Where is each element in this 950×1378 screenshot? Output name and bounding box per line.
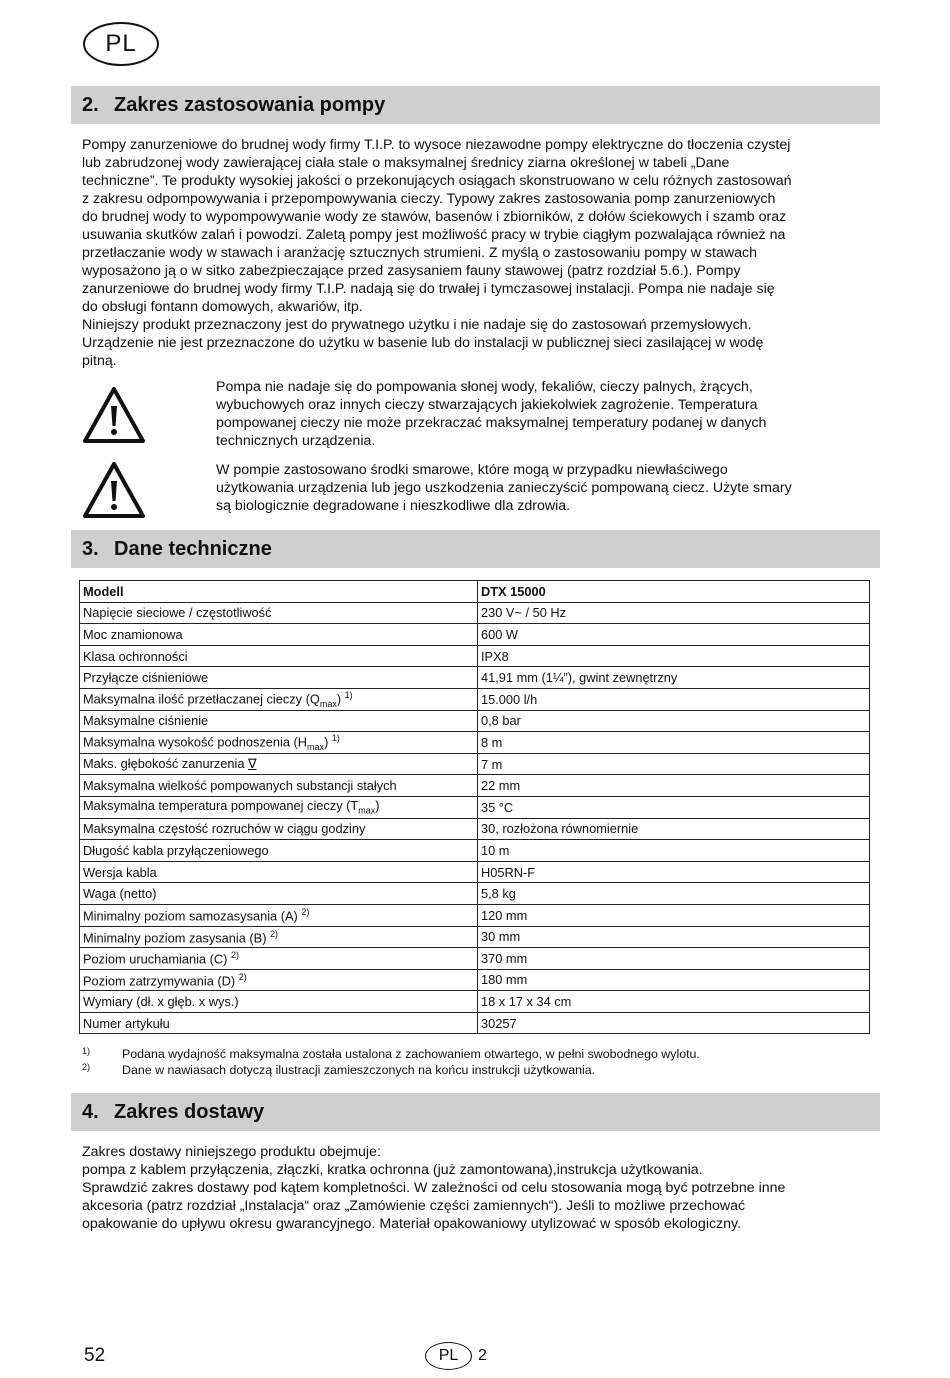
label-text: Waga (netto): [83, 886, 157, 902]
table-row: [80, 926, 870, 948]
section-3-number: 3.: [82, 537, 99, 560]
warning-text-1: [216, 378, 872, 450]
table-cell-label: [80, 775, 478, 797]
label-text: Maksymalna wielkość pompowanych substancji stałych: [83, 778, 397, 794]
footnote-reference: 2): [230, 950, 239, 961]
table-row: [80, 991, 870, 1013]
footnote-reference: 1): [331, 733, 340, 744]
table-row: [80, 602, 870, 624]
table-row: [80, 904, 870, 926]
text-line: są biologicznie degradowane i nieszkodliwe dla zdrowia.: [216, 498, 571, 514]
text-line: do obsługi fontann domowych, akwariów, itp.: [82, 299, 363, 315]
table-cell-label: [80, 1012, 478, 1034]
label-subscript: max: [358, 806, 376, 816]
table-cell-label: [80, 861, 478, 883]
section-4-body: [82, 1143, 872, 1233]
table-row: [80, 732, 870, 754]
table-row: [80, 624, 870, 646]
table-cell-value: 5,8 kg: [478, 883, 870, 905]
language-badge: PL: [83, 22, 159, 66]
text-line: techniczne”. Te produkty wysokiej jakości o przekonujących osiągach skonstruowano w celu różnych zastosowań: [82, 173, 792, 189]
footnote-reference: 2): [270, 928, 279, 939]
table-row: [80, 645, 870, 667]
section-3-title: Dane techniczne: [114, 537, 272, 560]
table-cell-label: [80, 840, 478, 862]
section-2-body: [82, 136, 872, 370]
text-line: akcesoria (patrz rozdział „Instalacja“ oraz „Zamówienie części zamiennych“). Jeśli to możliwe przechować: [82, 1198, 746, 1214]
footnote-text: Podana wydajność maksymalna została ustalona z zachowaniem otwartego, w pełni swobodnego wylotu.: [122, 1047, 700, 1061]
text-line: pitną.: [82, 353, 117, 369]
table-cell-value: 30, rozłożona równomiernie: [478, 818, 870, 840]
label-subscript: max: [319, 698, 337, 709]
label-text: Maks. głębokość zanurzenia: [83, 756, 245, 772]
table-cell-label: [80, 732, 478, 754]
text-line: do brudnej wody to wypompowywanie wody ze stawów, basenów i zbiorników, z dołów ściekowych i szamb oraz: [82, 209, 787, 225]
label-text: Maksymalna ilość przetłaczanej cieczy (Q: [83, 691, 320, 707]
label-text: Przyłącze ciśnieniowe: [83, 670, 209, 686]
label-subscript: max: [307, 741, 325, 752]
footnote-mark: 2): [82, 1062, 91, 1072]
page-number: 52: [84, 1345, 106, 1366]
text-line: pompowanej cieczy nie może przekraczać maksymalnej temperatury podanej w danych: [216, 415, 767, 431]
technical-data-table: [79, 580, 870, 1034]
table-cell-label: [80, 645, 478, 667]
table-row: [80, 883, 870, 905]
water-level-icon: ∇: [248, 756, 257, 772]
text-line: usuwania skutków zalań i powodzi. Zaletą pompy jest możliwość pracy w trybie ciągłym pozwalająca również na: [82, 227, 786, 243]
label-text: Napięcie sieciowe / częstotliwość: [83, 605, 272, 621]
table-cell-label: [80, 948, 478, 970]
table-cell-value: 10 m: [478, 840, 870, 862]
table-row: [80, 969, 870, 991]
footnote-reference: 2): [301, 907, 310, 918]
table-row: [80, 753, 870, 775]
footnote-mark: 1): [82, 1046, 91, 1056]
table-cell-value: 30 mm: [478, 926, 870, 948]
table-cell-label: [80, 969, 478, 991]
warning-triangle-icon: [82, 386, 146, 444]
text-line: Pompy zanurzeniowe do brudnej wody firmy T.I.P. to wysoce niezawodne pompy elektryczne do tłoczenia czystej: [82, 137, 791, 153]
table-header-row: [80, 581, 870, 603]
text-line: opakowanie do upływu okresu gwarancyjnego. Materiał opakowaniowy utylizować w sposób ekologiczny.: [82, 1216, 742, 1232]
section-4-number: 4.: [82, 1100, 99, 1123]
label-text: Maksymalna temperatura pompowanej cieczy (T: [83, 798, 359, 814]
table-cell-value: 7 m: [478, 753, 870, 775]
table-row: [80, 948, 870, 970]
table-cell-value: 180 mm: [478, 969, 870, 991]
label-text: Numer artykułu: [83, 1015, 170, 1031]
text-line: zanurzeniowe do brudnej wody firmy T.I.P. nadają się do trwałej i tymczasowej instalacji. Pompa nie nadaje się: [82, 281, 775, 297]
table-cell-label: [80, 796, 478, 818]
table-row: [80, 840, 870, 862]
label-suffix: ): [375, 798, 380, 814]
text-line: użytkowania urządzenia lub jego uszkodzenia zanieczyścić pompowaną ciecz. Użyte smary: [216, 480, 792, 496]
table-cell-value: 120 mm: [478, 904, 870, 926]
text-line: pompa z kablem przyłączenia, złączki, kratka ochronna (już zamontowana),instrukcja użytkowania.: [82, 1162, 703, 1178]
table-cell-label: [80, 710, 478, 732]
table-row: [80, 667, 870, 689]
label-text: Wymiary (dł. x głęb. x wys.): [83, 994, 239, 1010]
table-row: [80, 1012, 870, 1034]
table-row: [80, 796, 870, 818]
table-cell-label: [80, 926, 478, 948]
table-cell-value: 15.000 l/h: [478, 688, 870, 710]
text-line: Sprawdzić zakres dostawy pod kątem kompletności. W zależności od celu stosowania mogą być potrzebne inne: [82, 1180, 786, 1196]
section-4-title: Zakres dostawy: [114, 1100, 265, 1123]
table-row: [80, 688, 870, 710]
table-cell-label: [80, 883, 478, 905]
text-line: W pompie zastosowano środki smarowe, które mogą w przypadku niewłaściwego: [216, 462, 728, 478]
table-cell-label: [80, 991, 478, 1013]
table-cell-value: 600 W: [478, 624, 870, 646]
table-header-label: Modell: [80, 581, 478, 603]
label-text: Poziom zatrzymywania (D): [83, 973, 236, 989]
text-line: Zakres dostawy niniejszego produktu obejmuje:: [82, 1144, 381, 1160]
section-2-title: Zakres zastosowania pompy: [114, 93, 386, 116]
section-2-header: [71, 86, 880, 124]
table-cell-value: 8 m: [478, 732, 870, 754]
table-row: [80, 818, 870, 840]
table-cell-value: 0,8 bar: [478, 710, 870, 732]
table-cell-label: [80, 688, 478, 710]
label-suffix: ): [336, 691, 342, 707]
text-line: Urządzenie nie jest przeznaczone do użytku w basenie lub do instalacji w publicznej sieci zasilającej w wodę: [82, 335, 764, 351]
table-cell-value: 35 °C: [478, 796, 870, 818]
section-2-number: 2.: [82, 93, 99, 116]
label-text: Klasa ochronności: [83, 648, 188, 664]
footnote-reference: 2): [238, 971, 247, 982]
text-line: wyposażono ją o w sitko zabezpieczające przed zasysaniem fauny stawowej (patrz rozdział 5.6.). Pompy: [82, 263, 741, 279]
table-row: [80, 861, 870, 883]
text-line: Niniejszy produkt przeznaczony jest do prywatnego użytku i nie nadaje się do zastosowań przemysłowych.: [82, 317, 752, 333]
table-row: [80, 775, 870, 797]
label-text: Maksymalna częstość rozruchów w ciągu godziny: [83, 821, 366, 837]
section-4-header: [71, 1093, 880, 1131]
footnote-reference: 1): [344, 689, 353, 700]
text-line: lub zabrudzonej wody zawierającej ciała stale o maksymalnej średnicy ziarna określonej w tabeli „Dane: [82, 155, 730, 171]
table-cell-value: 230 V~ / 50 Hz: [478, 602, 870, 624]
table-cell-label: [80, 818, 478, 840]
table-cell-value: 22 mm: [478, 775, 870, 797]
text-line: z zakresu odpompowywania i przepompowywania cieczy. Typowy zakres zastosowania pomp zanurzeniowych: [82, 191, 776, 207]
table-cell-value: H05RN-F: [478, 861, 870, 883]
table-cell-label: [80, 667, 478, 689]
table-cell-label: [80, 753, 478, 775]
label-text: Maksymalne ciśnienie: [83, 713, 209, 729]
footer-sub-number: 2: [478, 1347, 487, 1364]
table-cell-value: 41,91 mm (1¼”), gwint zewnętrzny: [478, 667, 870, 689]
table-cell-value: 370 mm: [478, 948, 870, 970]
text-line: Pompa nie nadaje się do pompowania słonej wody, fekaliów, cieczy palnych, żrących,: [216, 379, 753, 395]
table-cell-label: [80, 624, 478, 646]
label-text: Poziom uruchamiania (C): [83, 951, 228, 967]
label-text: Minimalny poziom zasysania (B): [83, 929, 267, 945]
text-line: technicznych urządzenia.: [216, 433, 376, 449]
section-3-header: [71, 530, 880, 568]
table-cell-value: 18 x 17 x 34 cm: [478, 991, 870, 1013]
table-cell-label: [80, 904, 478, 926]
footnote-text: Dane w nawiasach dotyczą ilustracji zamieszczonych na końcu instrukcji użytkowania.: [122, 1063, 596, 1077]
label-text: Minimalny poziom samozasysania (A): [83, 908, 298, 924]
label-suffix: ): [324, 734, 329, 750]
table-row: [80, 710, 870, 732]
label-text: Moc znamionowa: [83, 626, 183, 642]
text-line: przetłaczanie wody w stawach i aranżację sztucznych strumieni. Z myślą o zastosowaniu pompy w stawach: [82, 245, 757, 261]
table-cell-value: 30257: [478, 1012, 870, 1034]
table-cell-value: IPX8: [478, 645, 870, 667]
label-text: Maksymalna wysokość podnoszenia (H: [83, 734, 308, 750]
warning-triangle-icon: [82, 461, 146, 519]
table-cell-label: [80, 602, 478, 624]
label-text: Długość kabla przyłączeniowego: [83, 842, 269, 858]
text-line: wybuchowych oraz innych cieczy stwarzających jakiekolwiek zagrożenie. Temperatura: [216, 397, 758, 413]
footer-language-badge: PL: [425, 1342, 472, 1370]
label-text: Wersja kabla: [83, 864, 157, 880]
table-header-value: DTX 15000: [478, 581, 870, 603]
warning-text-2: [216, 461, 872, 515]
